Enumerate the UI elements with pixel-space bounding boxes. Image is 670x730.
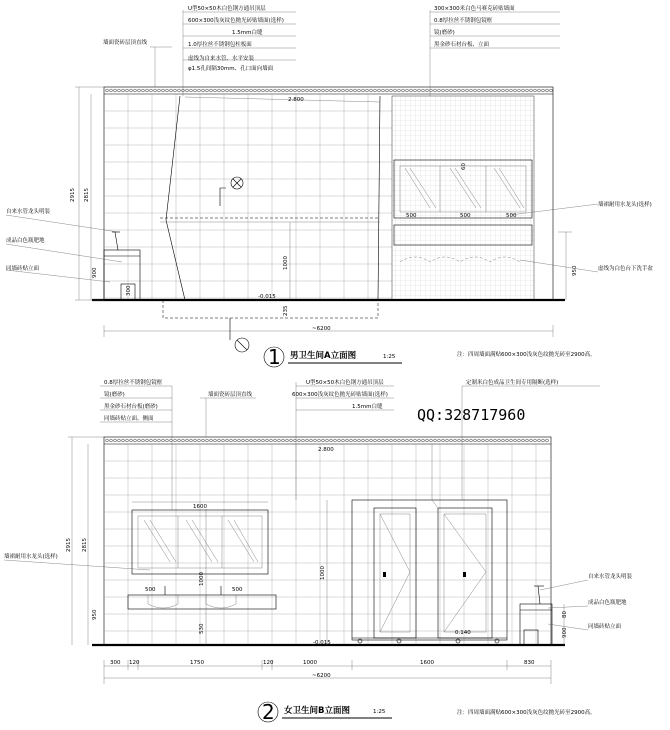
dim-b-950: 950 [92,609,98,620]
dim-b-total: ~6200 [312,673,331,679]
elevation-a-mop-sink [104,250,140,300]
callout-a-r3: 镜(磨砂) [434,30,455,36]
callout-b-m1: U型50×50木白色钢方通吊顶层 [306,380,384,386]
callout-b-1: 0.8厚拉丝不锈钢包镜框 [104,380,163,386]
callout-a-l1: 自来水管龙头明装 [6,209,51,215]
callout-a-6: φ1.5孔间隔30mm、孔口面向墙面 [188,66,274,72]
dim-a-235: 235 [283,305,289,316]
callout-b-r2: 成品白色瓶肥地 [588,600,627,606]
elevation-b [4,378,633,724]
callout-a-ceiling-line: 墙面瓷砖层顶直线 [103,40,148,46]
elevation-a-column-left [166,96,185,300]
callout-a-r4: 黑金砂石材台板、立面 [434,42,490,48]
callout-b-r1: 自来水管龙头明装 [588,574,633,580]
callout-a-l2: 成品白色瓶肥地 [6,238,45,244]
dim-b-level2: 0.140 [455,630,471,636]
dim-a-1000: 1000 [283,256,289,270]
callout-a-4: 1.0厚拉丝不锈钢包柱板面 [188,42,252,48]
dim-a-2800: 2.800 [288,97,304,103]
elevation-a-tile-grid [104,94,392,300]
faucet-icon [220,188,226,206]
dim-b-bot-2: 1750 [190,660,204,666]
callout-a-2: 600×300浅灰纹色抛光砖贴墙面(选样) [188,18,284,24]
callout-b-partition: 定制米白色成品卫生间专用隔断(选样) [466,380,559,386]
dim-a-level: -0.015 [258,294,276,300]
elevation-b-note: 注：四周墙面满贴600×300浅灰色纹抛光砖至2900高。 [457,710,596,716]
callouts-a-left [6,207,122,282]
callout-a-r2: 0.8厚拉丝不锈钢包镜框 [434,18,493,24]
dim-b-80: 80 [562,611,568,618]
dim-a-2815: 2815 [84,188,90,202]
dim-b-1000: 1000 [199,572,205,586]
elevation-b-partition-frame [352,500,507,640]
callout-b-2: 镜(磨砂) [104,392,125,398]
elevation-a-trench-dashed [163,300,378,318]
dim-b-2815: 2815 [82,538,88,552]
callout-a-1: U型50×50木白色钢方通吊顶层 [188,6,266,12]
dim-a-300: 300 [126,285,132,296]
dim-b-level: -0.015 [313,640,331,646]
elevation-a-mosaic-wall [392,96,534,300]
callouts-a-top-left [183,4,296,72]
dim-b-2915: 2915 [66,538,72,552]
elevation-a-scale: 1:25 [383,354,396,360]
dim-a-2915: 2915 [70,188,76,202]
dim-a-500a: 500 [406,213,417,219]
dim-b-530: 530 [199,623,205,634]
dim-b-500a: 500 [145,587,156,593]
elevation-a-ceiling-trim [106,89,553,92]
dim-b-bot-0: 300 [110,660,121,666]
callout-a-r-basin: 虚线为白色台下洗手盆 [598,266,654,272]
callout-a-r1: 300×300米白色马赛克砖贴墙面 [434,6,515,12]
dim-b-bot-6: 830 [524,660,535,666]
callouts-a-top-right [430,4,560,96]
dim-b-1600: 1600 [193,504,207,510]
elevation-b-scale: 1:25 [373,709,386,715]
callout-a-3: 1.5mm白缝 [232,30,263,36]
dim-a-500b: 500 [460,213,471,219]
callout-a-l3: 同墙砖贴立面 [6,266,40,272]
elevation-a-note: 注：四周墙面满贴600×300浅灰色纹抛光砖至2900高。 [457,352,596,358]
elevation-b-outline [104,437,551,645]
dim-a-60: 60 [461,163,467,170]
dim-b-bot-5: 1600 [420,660,434,666]
elevation-a-number: 1 [268,345,281,369]
callout-b-l1: 墙裙耐用水龙头(选样) [4,554,58,560]
callout-b-3: 黑金砂石材台板(磨砂) [104,404,158,410]
elevation-b-title: 女卫生间B立面图 [284,706,350,716]
dim-a-950: 950 [572,265,578,276]
callout-b-m3: 1.5mm白缝 [352,404,383,410]
dim-b-1000-part: 1000 [320,566,326,580]
callout-a-5: 虚线为自来水管、水平安装 [188,56,255,62]
dim-a-total: ~6200 [312,326,331,332]
dim-b-500b: 500 [232,587,243,593]
callout-a-r-faucet: 墙裙耐用水龙头(选样) [598,202,652,208]
elevation-b-tile-grid [104,444,551,645]
callout-b-ceiling-line: 墙面瓷砖层顶直线 [208,392,253,398]
callouts-b-right [540,572,633,630]
dim-a-500c: 500 [506,213,517,219]
elevation-a [6,4,654,369]
dim-b-2800: 2.800 [318,447,334,453]
dim-b-bot-4: 1000 [303,660,317,666]
dim-b-bot-3: 120 [263,660,274,666]
elevation-a-title: 男卫生间A立面图 [290,351,357,361]
dim-a-900: 900 [92,267,98,278]
elevation-b-number: 2 [262,700,275,724]
elevation-a-ceiling-offset [185,97,380,102]
callout-b-r3: 同墙砖贴立面 [588,624,622,630]
callout-b-m2: 600×300浅灰纹色抛光砖贴墙面(选样) [292,392,388,398]
watermark-qq: QQ:328717960 [417,406,526,424]
elevation-a-column-right [378,96,380,300]
dim-b-bot-1: 120 [129,660,140,666]
partition-door-1 [374,508,416,638]
callout-b-4: 同墙砖贴立面、侧面 [104,416,154,422]
dim-b-900: 900 [562,627,568,638]
